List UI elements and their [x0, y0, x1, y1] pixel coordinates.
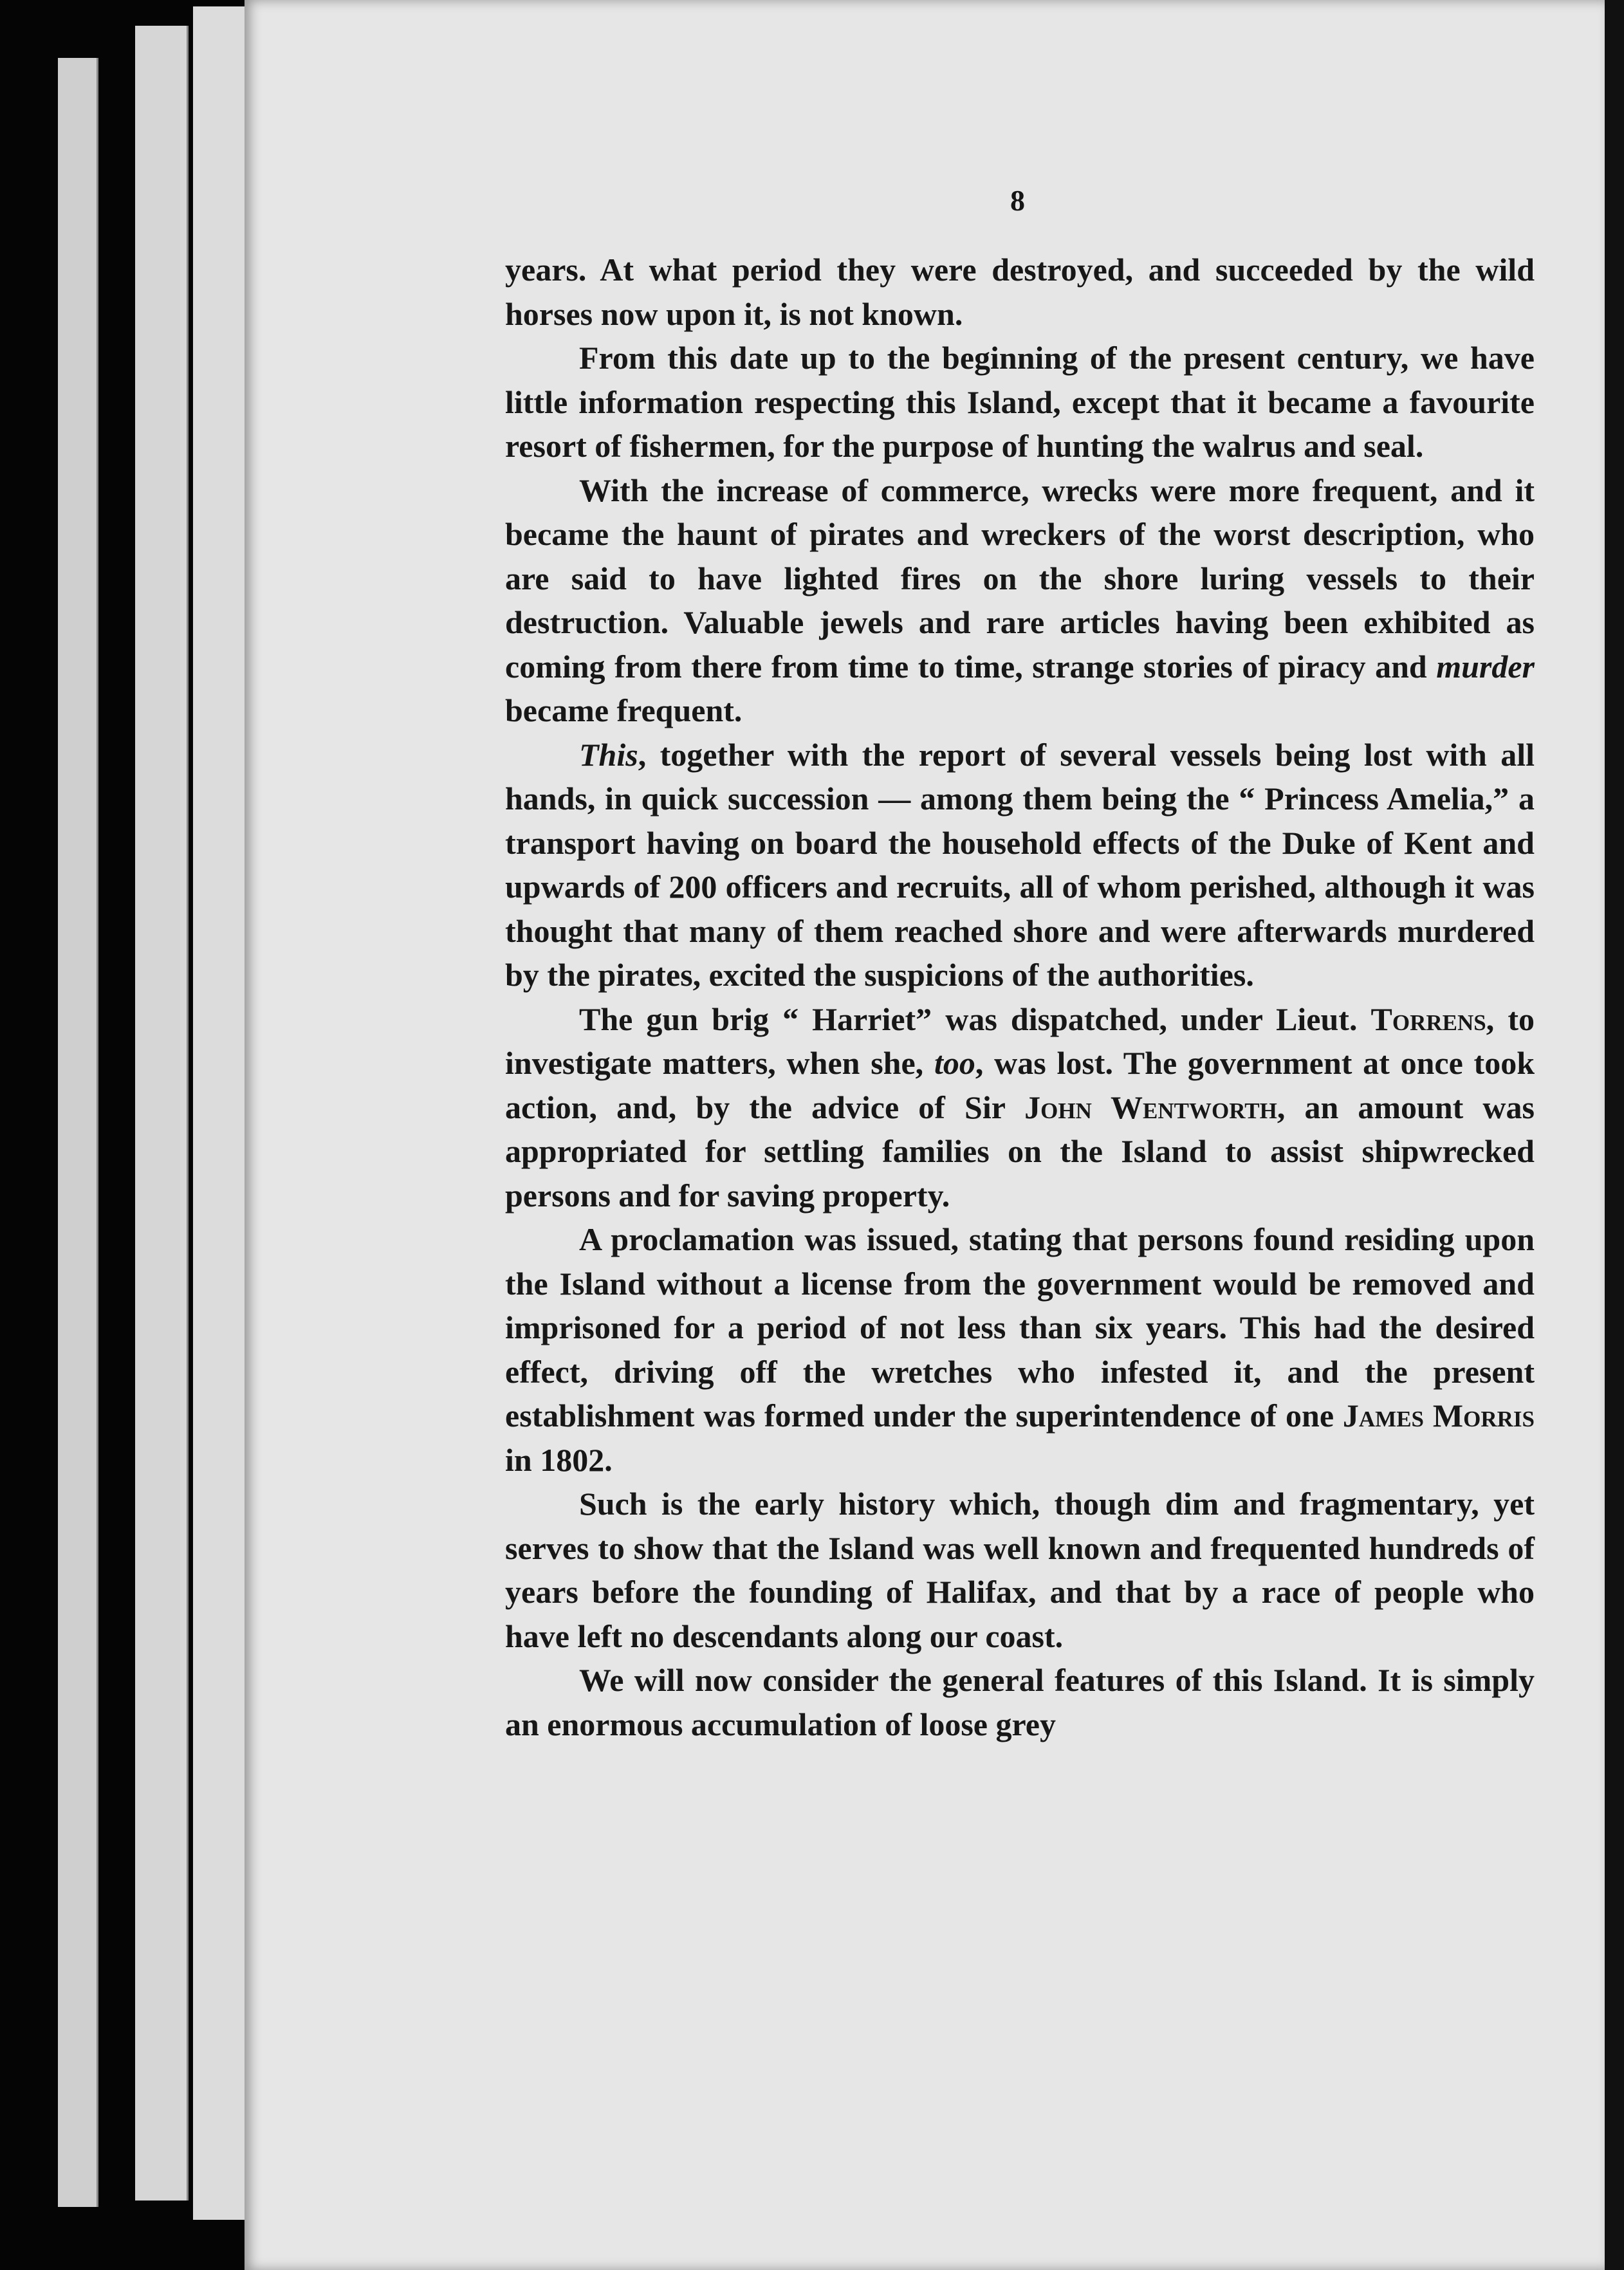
paragraph-text: A proclamation was issued, stating that persons found residing upon the Island without a license from the government would be removed and imprisoned for a period of not less than six years. This had the desired effect, driving off the wretches who infested it, and the present establishment was formed under the superintendence of one	[505, 1221, 1535, 1434]
person-name: Torrens	[1370, 1001, 1486, 1037]
paragraph: We will now consider the general features of this Island. It is simply an enormous accumulation of loose grey	[505, 1662, 1535, 1742]
paragraph	[505, 1217, 1535, 1482]
person-name: James Morris	[1342, 1398, 1535, 1434]
italic-word: too	[934, 1045, 975, 1081]
page-edge	[58, 58, 98, 2207]
paragraph-text: , to investigate matters, when she,	[505, 1001, 1535, 1081]
paragraph-text: , together with the report of several vessels being lost with all hands, in quick succession — among them being the “ Princess Amelia,” a transport having on board the household effects of the Duke of Kent and upwards of 200 officers and recruits, all of whom perished, although it was thought that many of them reached shore and were afterwards murdered by the pirates, excited the suspicions of the authorities.	[505, 736, 1535, 993]
person-name: John Wentworth	[1024, 1089, 1277, 1125]
italic-word: murder	[1436, 648, 1535, 685]
paragraph	[505, 997, 1535, 1218]
paragraph: Such is the early history which, though dim and fragmentary, yet serves to show that the Island was well known and frequented hundreds of years before the founding of Halifax, and that by a race of people who have left no descendants along our coast.	[505, 1486, 1535, 1654]
paragraph-text: , was lost. The government at once took action, and, by the advice of Sir	[505, 1045, 1535, 1125]
paragraph-text: became frequent.	[505, 692, 743, 728]
paragraph-text: in 1802.	[505, 1441, 613, 1478]
paragraph-text: The gun brig “ Harriet” was dispatched, under Lieut.	[579, 1001, 1371, 1037]
paragraph-text: , an amount was appropriated for settling families on the Island to assist shipwrecked persons and for saving property.	[505, 1089, 1535, 1213]
page-edge	[135, 26, 189, 2201]
paragraph: years. At what period they were destroyed, and succeeded by the wild horses now upon it, is not known.	[505, 252, 1535, 332]
body-text	[505, 248, 1535, 1746]
paragraph	[505, 468, 1535, 733]
paragraph: From this date up to the beginning of the present century, we have little information respecting this Island, except that it became a favourite resort of fishermen, for the purpose of hunting the walrus and seal.	[505, 340, 1535, 464]
scan-border	[1605, 0, 1624, 2270]
paragraph	[505, 733, 1535, 997]
italic-word: This	[579, 736, 638, 773]
page-number: 8	[1010, 184, 1025, 217]
paragraph-text: With the increase of commerce, wrecks were more frequent, and it became the haunt of pirates and wreckers of the worst description, who are said to have lighted fires on the shore luring vessels to their destruction. Valuable jewels and rare articles having been exhibited as coming from there from time to time, strange stories of piracy and	[505, 472, 1535, 685]
